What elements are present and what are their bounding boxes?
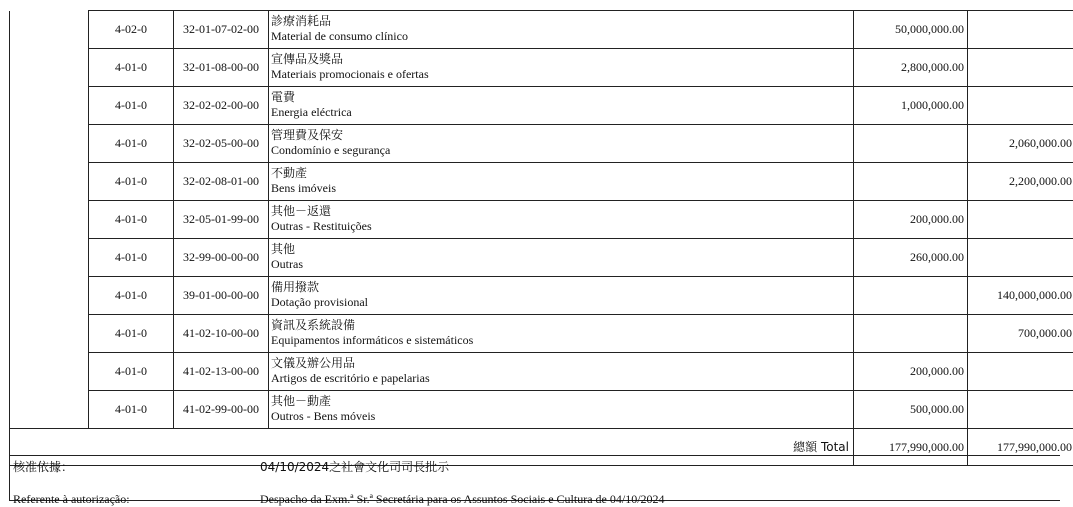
account-cell: 39-01-00-00-00: [174, 277, 269, 315]
credit-cell: [968, 391, 1073, 429]
description-cell: [269, 11, 854, 49]
credit-cell: 2,060,000.00: [968, 125, 1073, 163]
blank-cell: [10, 315, 89, 353]
account-cell: 41-02-13-00-00: [174, 353, 269, 391]
description-zh: 不動產: [271, 166, 308, 180]
debit-cell: 1,000,000.00: [854, 87, 968, 125]
debit-cell: [854, 315, 968, 353]
code-cell: 4-01-0: [89, 201, 174, 239]
code-cell: 4-01-0: [89, 315, 174, 353]
authorization-label-zh: 核准依據：: [13, 460, 74, 474]
blank-cell: [10, 201, 89, 239]
table-row: [10, 201, 1073, 239]
total-label: 總額 Total: [10, 429, 854, 466]
debit-cell: [854, 125, 968, 163]
blank-cell: [10, 391, 89, 429]
credit-cell: [968, 87, 1073, 125]
code-cell: 4-01-0: [89, 163, 174, 201]
account-cell: 32-02-05-00-00: [174, 125, 269, 163]
authorization-label: [13, 460, 130, 507]
description-cell: [269, 49, 854, 87]
code-cell: 4-01-0: [89, 391, 174, 429]
description-zh: 資訊及系統設備: [271, 318, 356, 332]
description-zh: 其他－動產: [271, 394, 332, 408]
authorization-label-pt: Referente à autorização:: [13, 492, 130, 506]
authorization-value-zh: 04/10/2024之社會文化司司長批示: [260, 460, 450, 474]
code-cell: 4-01-0: [89, 87, 174, 125]
description-zh: 宣傳品及獎品: [271, 52, 344, 66]
table-row: [10, 353, 1073, 391]
description-pt: Material de consumo clínico: [271, 29, 408, 43]
table-row: [10, 163, 1073, 201]
credit-cell: 2,200,000.00: [968, 163, 1073, 201]
blank-cell: [10, 353, 89, 391]
blank-cell: [10, 49, 89, 87]
budget-rows: [10, 11, 1073, 429]
blank-cell: [10, 11, 89, 49]
description-zh: 備用撥款: [271, 280, 320, 294]
debit-cell: [854, 277, 968, 315]
table-row: [10, 125, 1073, 163]
account-cell: 41-02-99-00-00: [174, 391, 269, 429]
description-pt: Outras - Restituições: [271, 219, 372, 233]
credit-cell: [968, 201, 1073, 239]
account-cell: 32-05-01-99-00: [174, 201, 269, 239]
description-zh: 電費: [271, 90, 296, 104]
account-cell: 32-02-08-01-00: [174, 163, 269, 201]
debit-cell: [854, 163, 968, 201]
code-cell: 4-02-0: [89, 11, 174, 49]
code-cell: 4-01-0: [89, 353, 174, 391]
description-pt: Dotação provisional: [271, 295, 368, 309]
total-debit: 177,990,000.00: [854, 429, 968, 466]
blank-cell: [10, 277, 89, 315]
table-row: [10, 239, 1073, 277]
account-cell: 32-01-07-02-00: [174, 11, 269, 49]
description-pt: Materiais promocionais e ofertas: [271, 67, 429, 81]
description-cell: [269, 239, 854, 277]
account-cell: 41-02-10-00-00: [174, 315, 269, 353]
authorization-value: [260, 460, 665, 507]
credit-cell: [968, 49, 1073, 87]
description-zh: 其他: [271, 242, 296, 256]
description-cell: [269, 277, 854, 315]
blank-cell: [10, 125, 89, 163]
debit-cell: 2,800,000.00: [854, 49, 968, 87]
account-cell: 32-01-08-00-00: [174, 49, 269, 87]
description-zh: 管理費及保安: [271, 128, 344, 142]
code-cell: 4-01-0: [89, 49, 174, 87]
blank-cell: [10, 239, 89, 277]
description-pt: Energia eléctrica: [271, 105, 352, 119]
debit-cell: 200,000.00: [854, 353, 968, 391]
debit-cell: 200,000.00: [854, 201, 968, 239]
credit-cell: 140,000,000.00: [968, 277, 1073, 315]
blank-cell: [10, 163, 89, 201]
code-cell: 4-01-0: [89, 277, 174, 315]
credit-cell: 700,000.00: [968, 315, 1073, 353]
blank-cell: [10, 87, 89, 125]
authorization-footer: [9, 455, 1060, 506]
table-row: [10, 87, 1073, 125]
description-pt: Artigos de escritório e papelarias: [271, 371, 430, 385]
table-row: [10, 315, 1073, 353]
table-row: [10, 49, 1073, 87]
credit-cell: [968, 11, 1073, 49]
description-cell: [269, 163, 854, 201]
description-cell: [269, 315, 854, 353]
description-cell: [269, 87, 854, 125]
description-zh: 文儀及辦公用品: [271, 356, 356, 370]
description-cell: [269, 201, 854, 239]
debit-cell: 500,000.00: [854, 391, 968, 429]
table-row: [10, 391, 1073, 429]
budget-table: [9, 10, 1073, 466]
table-row: [10, 11, 1073, 49]
table-row: [10, 277, 1073, 315]
description-cell: [269, 353, 854, 391]
code-cell: 4-01-0: [89, 239, 174, 277]
description-zh: 診療消耗品: [271, 14, 332, 28]
account-cell: 32-02-02-00-00: [174, 87, 269, 125]
code-cell: 4-01-0: [89, 125, 174, 163]
credit-cell: [968, 239, 1073, 277]
debit-cell: 50,000,000.00: [854, 11, 968, 49]
description-cell: [269, 125, 854, 163]
description-cell: [269, 391, 854, 429]
debit-cell: 260,000.00: [854, 239, 968, 277]
description-pt: Outros - Bens móveis: [271, 409, 376, 423]
authorization-value-pt: Despacho da Exm.ª Sr.ª Secretária para os Assuntos Sociais e Cultura de 04/10/2024: [260, 492, 665, 506]
description-pt: Condomínio e segurança: [271, 143, 391, 157]
total-credit: 177,990,000.00: [968, 429, 1073, 466]
description-zh: 其他－返還: [271, 204, 332, 218]
credit-cell: [968, 353, 1073, 391]
description-pt: Equipamentos informáticos e sistemáticos: [271, 333, 474, 347]
description-pt: Bens imóveis: [271, 181, 336, 195]
description-pt: Outras: [271, 257, 303, 271]
account-cell: 32-99-00-00-00: [174, 239, 269, 277]
